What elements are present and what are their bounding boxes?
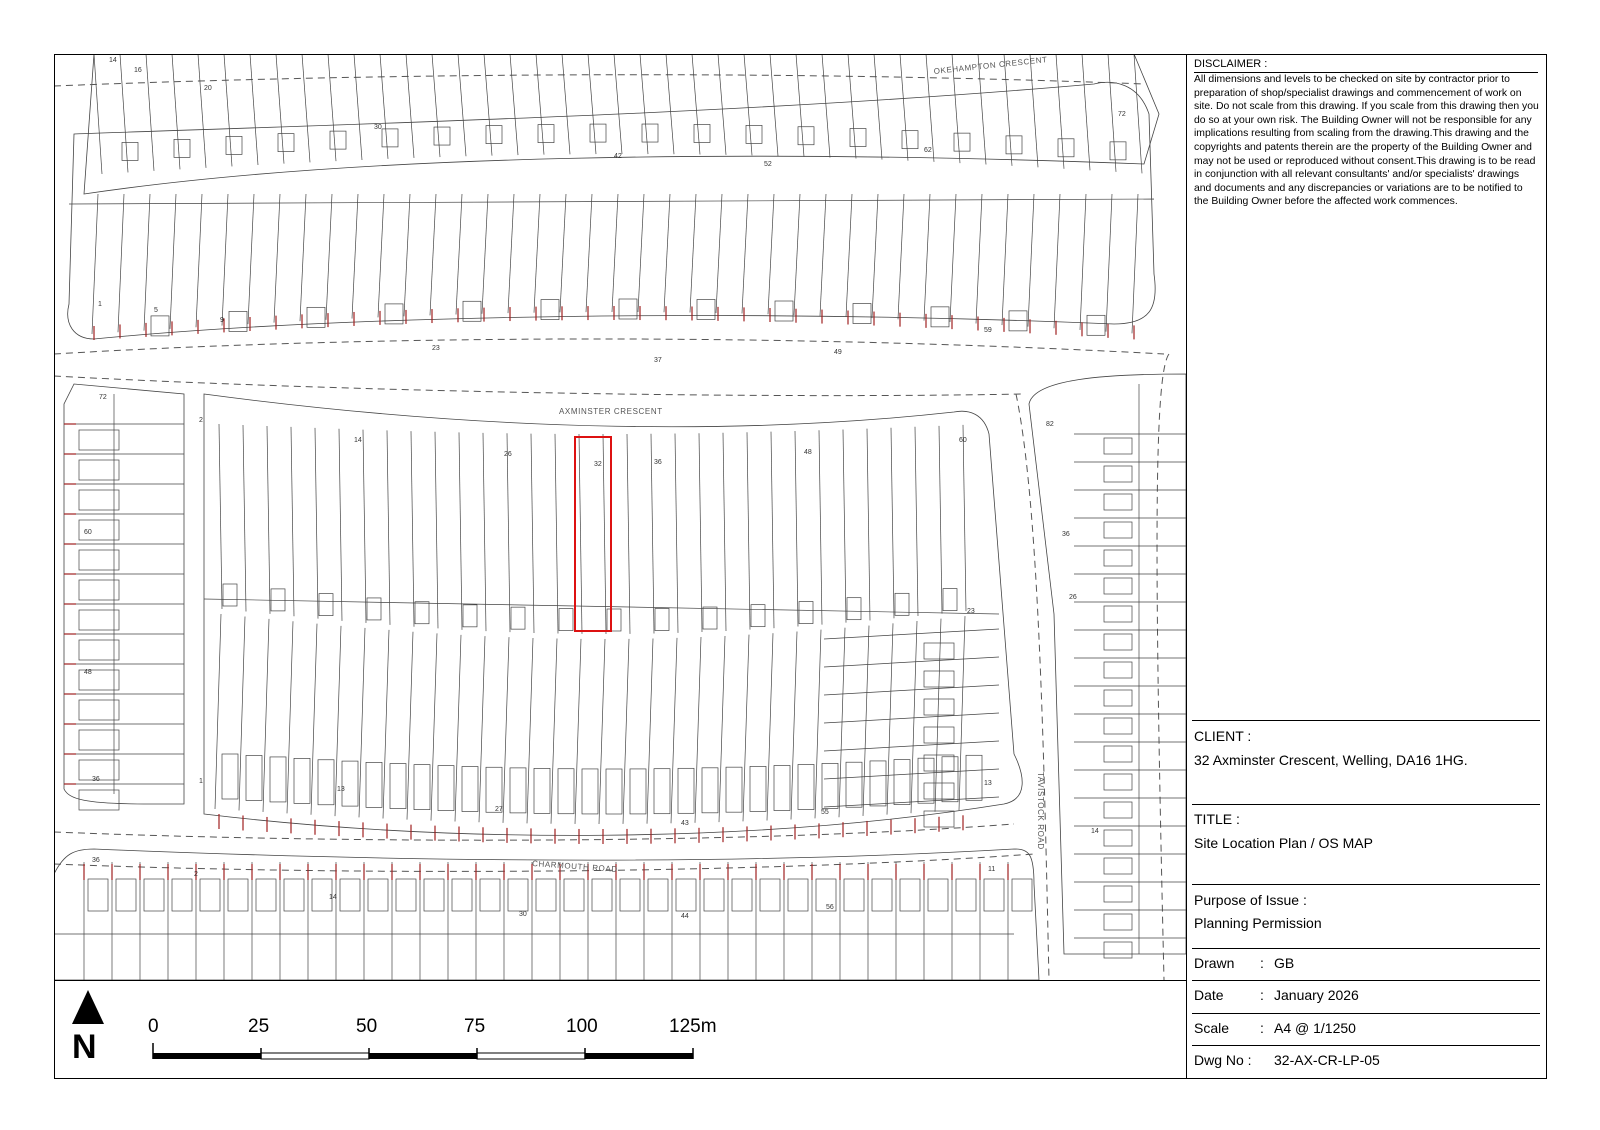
- house-number: 27: [495, 806, 503, 813]
- house-number: 14: [1091, 828, 1099, 835]
- house-number: 16: [134, 67, 142, 74]
- date-value: January 2026: [1274, 987, 1359, 1003]
- house-number: 49: [834, 349, 842, 356]
- scale-label-75: 75: [464, 1016, 486, 1037]
- rule: [1192, 980, 1540, 981]
- title-label: TITLE :: [1194, 811, 1240, 827]
- dwg-row: [1194, 1052, 1534, 1072]
- house-number: 43: [681, 820, 689, 827]
- scale-value: A4 @ 1/1250: [1274, 1020, 1356, 1036]
- house-number: 37: [654, 357, 662, 364]
- scale-bar: [140, 1010, 740, 1070]
- house-number: 13: [984, 780, 992, 787]
- house-number: 48: [84, 669, 92, 676]
- street-tavistock: TAVISTOCK ROAD: [1036, 772, 1045, 850]
- title-block-divider: [1186, 54, 1187, 1079]
- house-number: 9: [220, 317, 224, 324]
- rule: [1192, 804, 1540, 805]
- house-number: 2: [194, 871, 198, 878]
- scale-segment-black: [585, 1053, 693, 1059]
- scale-segment-white: [261, 1053, 369, 1059]
- disclaimer-text: All dimensions and levels to be checked on site by contractor prior to preparation of shop/specialist drawings and commencement of work on site. Do not scale from this drawing. If you scale from this drawing then you do so at your own risk. The Building Owner will not be responsible for any implications resulting from scaling from the drawing.This drawing and the copyrights and patents therein are the property of the Building Owner and may not be used or reproduced without consent.This drawing is to be read in conjunction with all relevant consultants' and/or specialists' drawings and documents and any discrepancies or variations are to be notified to the Building Owner before the affected work commences.: [1194, 74, 1539, 208]
- house-number: 13: [337, 786, 345, 793]
- house-number: 26: [504, 451, 512, 458]
- dwg-value: 32-AX-CR-LP-05: [1274, 1052, 1380, 1068]
- house-number: 14: [109, 57, 117, 64]
- house-number: 14: [354, 437, 362, 444]
- house-number: 36: [1062, 531, 1070, 538]
- scale-segment-white: [477, 1053, 585, 1059]
- house-number: 32: [594, 461, 602, 468]
- scale-label-100: 100: [566, 1016, 598, 1037]
- house-number: 5: [154, 307, 158, 314]
- house-number: 36: [92, 857, 100, 864]
- scale-strip-divider: [54, 980, 1186, 981]
- rule: [1192, 1045, 1540, 1046]
- date-label: Date: [1194, 987, 1224, 1003]
- rule: [1192, 948, 1540, 949]
- house-number: 55: [821, 809, 829, 816]
- house-number: 30: [519, 911, 527, 918]
- house-number: 72: [99, 394, 107, 401]
- drawn-colon: :: [1260, 955, 1264, 971]
- rule: [1192, 884, 1540, 885]
- house-number: 60: [84, 529, 92, 536]
- drawn-row: [1194, 955, 1534, 975]
- house-number: 44: [681, 913, 689, 920]
- house-number: 20: [204, 85, 212, 92]
- purpose-value: Planning Permission: [1194, 915, 1322, 931]
- house-number: 60: [959, 437, 967, 444]
- drawn-value: GB: [1274, 955, 1295, 971]
- house-number: 14: [329, 894, 337, 901]
- scale-label: Scale: [1194, 1020, 1230, 1036]
- house-number: 36: [92, 776, 100, 783]
- north-label: N: [72, 1028, 97, 1066]
- date-colon: :: [1260, 987, 1264, 1003]
- dwg-label: Dwg No :: [1194, 1052, 1252, 1068]
- house-number: 23: [432, 345, 440, 352]
- street-charmouth: CHARMOUTH ROAD: [531, 859, 619, 874]
- house-number: 48: [804, 449, 812, 456]
- client-label: CLIENT :: [1194, 728, 1252, 744]
- disclaimer-title: DISCLAIMER :: [1194, 58, 1268, 70]
- house-number: 42: [614, 153, 622, 160]
- house-number: 23: [967, 608, 975, 615]
- house-number: 52: [764, 161, 772, 168]
- scale-colon: :: [1260, 1020, 1264, 1036]
- date-row: [1194, 987, 1534, 1007]
- house-number: 59: [984, 327, 992, 334]
- scale-segment-black: [369, 1053, 477, 1059]
- house-number: 62: [924, 147, 932, 154]
- house-number: 1: [199, 778, 203, 785]
- scale-label-0: 0: [148, 1016, 159, 1037]
- scale-label-25: 25: [248, 1016, 270, 1037]
- house-number: 30: [374, 124, 382, 131]
- scale-row: [1194, 1020, 1534, 1040]
- street-okehampton: OKEHAMPTON CRESCENT: [933, 55, 1048, 76]
- scale-label-125m: 125m: [669, 1016, 717, 1037]
- rule: [1192, 720, 1540, 721]
- house-number: 1: [98, 301, 102, 308]
- house-number: 36: [654, 459, 662, 466]
- rule: [1192, 1013, 1540, 1014]
- purpose-label: Purpose of Issue :: [1194, 892, 1307, 908]
- house-number: 82: [1046, 421, 1054, 428]
- house-number: 56: [826, 904, 834, 911]
- drawn-label: Drawn: [1194, 955, 1235, 971]
- house-number: 11: [988, 866, 996, 873]
- house-number: 2: [199, 417, 203, 424]
- title-value: Site Location Plan / OS MAP: [1194, 835, 1373, 851]
- client-value: 32 Axminster Crescent, Welling, DA16 1HG.: [1194, 752, 1468, 768]
- house-number: 26: [1069, 594, 1077, 601]
- house-number: 72: [1118, 111, 1126, 118]
- scale-segment-black: [153, 1053, 261, 1059]
- scale-label-50: 50: [356, 1016, 378, 1037]
- street-axminster: AXMINSTER CRESCENT: [559, 407, 663, 416]
